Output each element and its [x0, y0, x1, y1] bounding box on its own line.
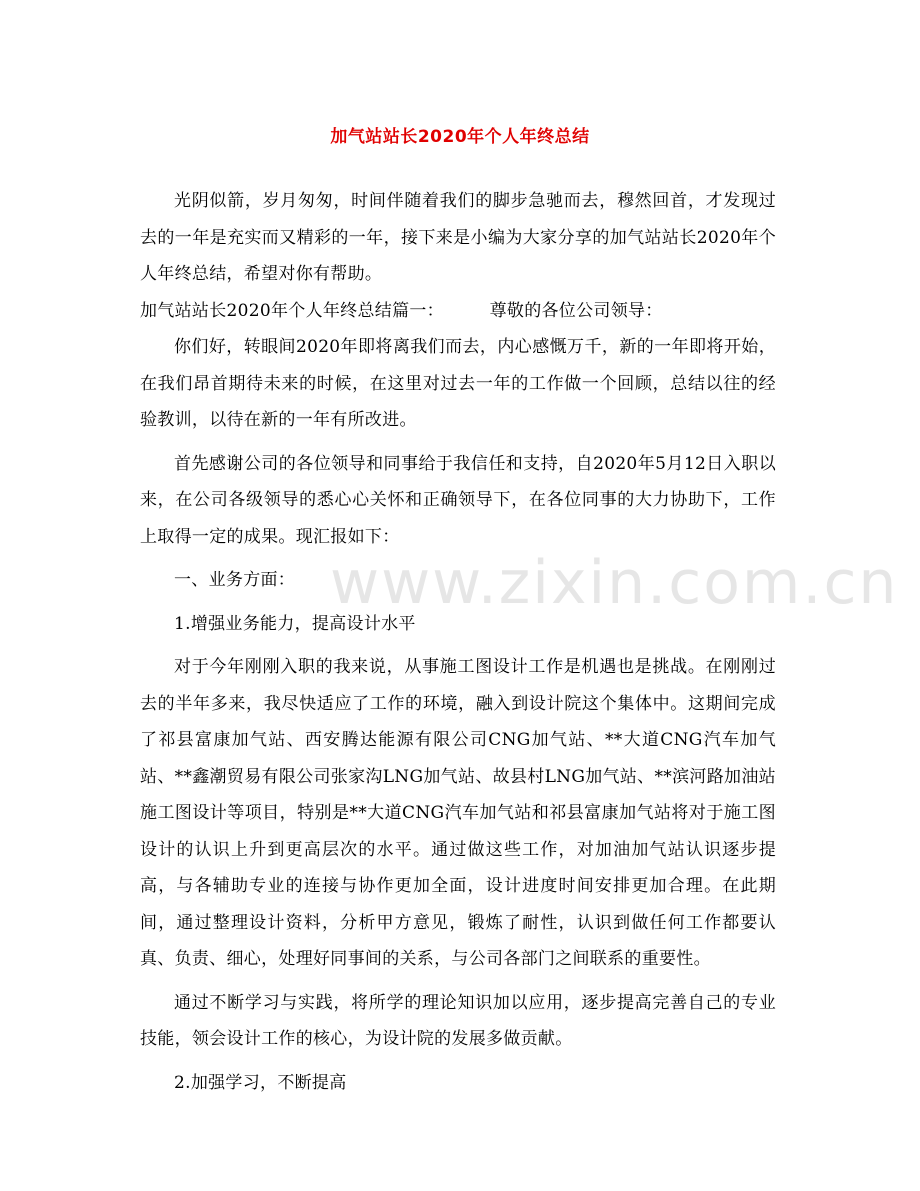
item-2-heading: 2.加强学习，不断提高 [174, 1072, 347, 1093]
intro-paragraph: 光阴似箭，岁月匆匆，时间伴随着我们的脚步急驰而去，穆然回首，才发现过去的一年是充实而又精彩的一年，接下来是小编为大家分享的加气站站长2020年个人年终总结，希望对你有帮助。 [140, 191, 776, 284]
design-work-paragraph: 对于今年刚刚入职的我来说，从事施工图设计工作是机遇也是挑战。在刚刚过去的半年多来，我尽快适应了工作的环境，融入到设计院这个集体中。这期间完成了祁县富康加气站、西安腾达能源有限公司CNG加气站、**大道CNG汽车加气站、**鑫潮贸易有限公司张家沟LNG加气站、故县村LNG加气站、**滨河路加油站施工图设计等项目，特别是**大道CNG汽车加气站和祁县富康加气站将对于施工图设计的认识上升到更高层次的水平。通过做这些工作，对加油加气站认识逐步提高，与各辅助专业的连接与协作更加全面，设计进度时间安排更加合理。在此期间，通过整理设计资料，分析甲方意见，锻炼了耐性，认识到做任何工作都要认真、负责、细心，处理好同事间的关系，与公司各部门之间联系的重要性。 [140, 657, 776, 969]
business-heading: 一、业务方面： [174, 570, 296, 590]
document-body [140, 183, 776, 1101]
salutation: 尊敬的各位公司领导： [489, 300, 663, 321]
greeting-paragraph: 你们好，转眼间2020年即将离我们而去，内心感慨万千，新的一年即将开始，在我们昂首期待未来的时候，在这里对过去一年的工作做一个回顾，总结以往的经验教训，以待在新的一年有所改进。 [140, 337, 776, 430]
learning-paragraph: 通过不断学习与实践，将所学的理论知识加以应用，逐步提高完善自己的专业技能，领会设计工作的核心，为设计院的发展多做贡献。 [140, 992, 776, 1049]
section-heading [140, 293, 776, 330]
section-heading-title: 加气站站长2020年个人年终总结篇一： [140, 300, 444, 321]
item-1-heading: 1.增强业务能力，提高设计水平 [174, 613, 416, 634]
page-title: 加气站站长2020年个人年终总结 [330, 127, 590, 147]
thanks-paragraph: 首先感谢公司的各位领导和同事给于我信任和支持，自2020年5月12日入职以来，在公司各级领导的悉心心关怀和正确领导下，在各位同事的大力协助下，工作上取得一定的成果。现汇报如下： [140, 453, 776, 547]
watermark: www.zixin.com.cn [330, 548, 899, 618]
